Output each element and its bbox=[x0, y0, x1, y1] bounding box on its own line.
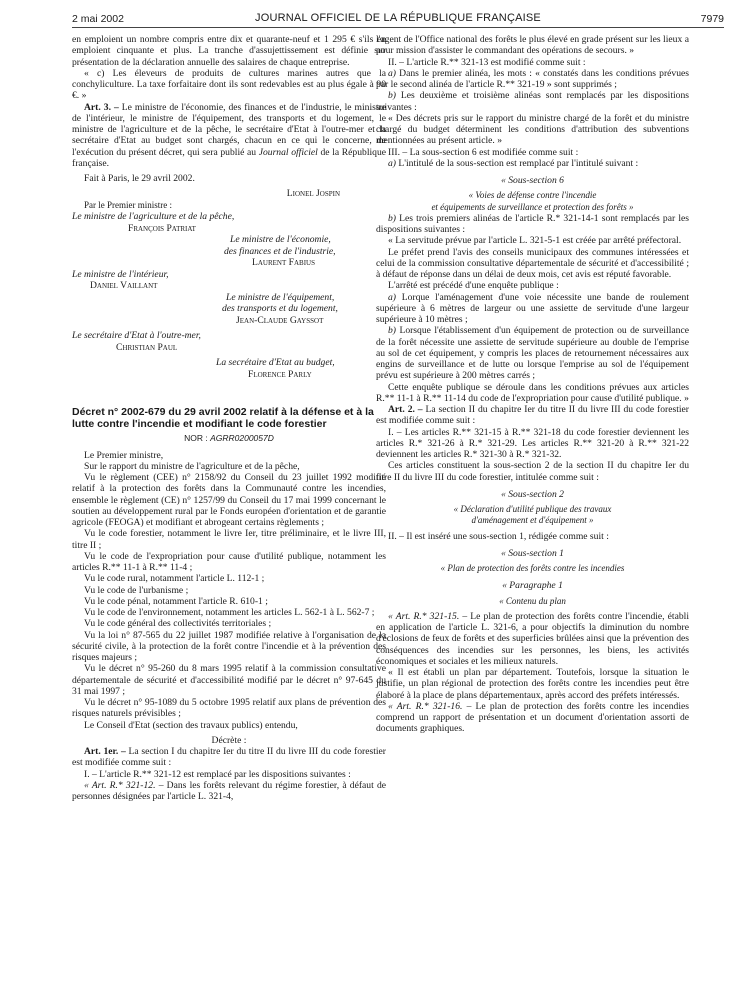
nor-reference: NOR : AGRR0200057D bbox=[184, 433, 274, 444]
minister-title: des transports et du logement, bbox=[222, 303, 338, 315]
minister-title: Le ministre de l'équipement, bbox=[226, 291, 335, 303]
visa: Vu le décret n° 95-1089 du 5 octobre 1995 relatif aux plans de prévention des risques naturels prévisibles ; bbox=[72, 697, 386, 720]
visa: Vu le code général des collectivités territoriales ; bbox=[84, 618, 272, 630]
article-r-321-15: « Art. R.* 321-15. – Le plan de protection des forêts contre l'incendie, établi en application de l'article L. 321-6, a pour objectifs la diminution du nombre d'éclosions de feux de forêts et des superficies brûlées ainsi que la prévention des conséquences des incendies sur les personnes, les biens, les activités économiques et sociales et les milieux naturels. bbox=[376, 610, 689, 667]
paragraph-heading: « Paragraphe 1 bbox=[502, 580, 563, 592]
paragraph: l'agent de l'Office national des forêts le plus élevé en grade présent sur les lieux a pour mission d'assister le commandant des opérations de secours. » bbox=[376, 34, 689, 57]
fait-a-paris: Fait à Paris, le 29 avril 2002. bbox=[84, 173, 195, 184]
visa: Vu la loi n° 87-565 du 22 juillet 1987 modifiée relative à l'organisation de la sécurité civile, à la protection de la forêt contre l'incendie et à la prévention des risques majeurs ; bbox=[72, 629, 386, 663]
subsection-title: « Voies de défense contre l'incendie bbox=[468, 190, 597, 201]
visa: Vu le code de l'environnement, notamment les articles L. 562-1 à L. 562-7 ; bbox=[84, 607, 375, 618]
signature-name: Jean-Claude Gayssot bbox=[236, 314, 324, 326]
subsection-title: et équipements de surveillance et protection des forêts » bbox=[431, 201, 634, 212]
visa: Vu le code rural, notamment l'article L. 112-1 ; bbox=[84, 573, 265, 585]
article-label: Art. 3. – bbox=[84, 101, 119, 113]
signature-name: François Patriat bbox=[128, 222, 196, 234]
signatures bbox=[72, 188, 386, 380]
article-1: Art. 1er. – La section I du chapitre Ier du titre II du livre III du code forestier est modifiée comme suit : bbox=[72, 746, 386, 769]
article-label: Art. 1er. – bbox=[84, 746, 126, 757]
paragraph: Ces articles constituent la sous-section 2 de la section II du chapitre Ier du titre II du livre III du code forestier, intitulée comme suit : bbox=[376, 460, 689, 483]
paragraph: « La servitude prévue par l'article L. 321-5-1 est créée par arrêté préfectoral. bbox=[388, 235, 682, 247]
paragraph: Le préfet prend l'avis des conseils municipaux des communes intéressées et celui de la commission consultative départementale de sécurité et d'accessibilité ; à défaut de réponse dans un délai de deux mois, cet avis est réputé favorable. bbox=[376, 246, 689, 280]
decrete: Décrète : bbox=[211, 734, 247, 746]
minister-title: Le ministre de l'économie, bbox=[230, 234, 331, 246]
signature-name: Lionel Jospin bbox=[286, 188, 340, 200]
paragraph: II. – L'article R.** 321-13 est modifié comme suit : bbox=[388, 56, 586, 68]
decree-title: Décret n° 2002-679 du 29 avril 2002 relatif à la défense et à la lutte contre l'incendie et modifiant le code forestier bbox=[72, 406, 374, 431]
paragraph: b) Lorsque l'établissement d'un équipement de protection ou de surveillance de la forêt nécessite une assiette de servitude supérieure au double de l'emprise au sol de cet équipement, y compris les places de retournement nécessaires aux engins de surveillance et de lutte ou lorsque l'emprise au sol de l'équipement prévu est supérieure à 200 mètres carrés ; bbox=[376, 325, 689, 382]
article-3: Art. 3. – Le ministre de l'économie, des finances et de l'industrie, le ministre de l'intérieur, le ministre de l'équipement, des transports et du logement, le ministre de l'agriculture et de la pêche, le secrétaire d'Etat à l'outre-mer et la secrétaire d'Etat au budget sont chargés, chacun en ce qui le concerne, de l'exécution du présent décret, qui sera publié au Journal officiel de la République française. bbox=[72, 101, 387, 169]
header-rule bbox=[72, 27, 724, 28]
subsection-heading: « Sous-section 1 bbox=[501, 547, 564, 559]
paragraph: a) Lorque l'aménagement d'une voie nécessite une bande de roulement supérieure à 6 mètres de largeur ou une assiette de servitude d'une largeur supérieure à 10 mètres ; bbox=[376, 291, 689, 325]
minister-title: Le ministre de l'intérieur, bbox=[72, 268, 169, 280]
visa: Sur le rapport du ministre de l'agriculture et de la pêche, bbox=[84, 460, 300, 472]
paragraph: Cette enquête publique se déroule dans les conditions prévues aux articles R.** 11-1 à R.** 11-14 du code de l'expropriation pour cause d'utilité publique. » bbox=[376, 381, 689, 404]
paragraph: III. – La sous-section 6 est modifiée comme suit : bbox=[388, 146, 579, 158]
minister-title: des finances et de l'industrie, bbox=[224, 245, 336, 257]
subsection-title: d'aménagement et d'équipement » bbox=[471, 515, 594, 526]
subsection-heading: « Sous-section 6 bbox=[501, 175, 564, 186]
paragraph: « Des décrets pris sur le rapport du ministre chargé de la forêt et du ministre chargé du budget déterminent les conditions d'attribution des subventions mentionnées au présent article. » bbox=[376, 112, 689, 147]
visa: Vu le code de l'expropriation pour cause d'utilité publique, notamment les articles R.** 11-1 à R.** 11-4 ; bbox=[72, 550, 386, 573]
article-r-321-12: « Art. R.* 321-12. – Dans les forêts relevant du régime forestier, à défaut de personnes désignées par l'article L. 321-4, bbox=[72, 779, 386, 802]
paragraph: I. – L'article R.** 321-12 est remplacé par les dispositions suivantes : bbox=[84, 768, 351, 780]
subsection-heading: « Sous-section 2 bbox=[501, 488, 564, 500]
paragraph: I. – Les articles R.** 321-15 à R.** 321-18 du code forestier deviennent les articles R.* 321-26 à R.* 321-29. Les articles R.** 321-20 à R.** 321-22 deviennent les articles R.* 321-30 à R.* 321-32. bbox=[376, 426, 689, 460]
header-date: 2 mai 2002 bbox=[72, 13, 124, 25]
article-2: Art. 2. – La section II du chapitre Ier du titre II du livre III du code forestier est modifiée comme suit : bbox=[376, 404, 689, 427]
premier-ministre: Le Premier ministre, bbox=[84, 449, 164, 461]
minister-title: La secrétaire d'Etat au budget, bbox=[216, 357, 335, 369]
paragraph: a) Dans le premier alinéa, les mots : « constatés dans les conditions prévues par le second alinéa de l'article R.** 321-19 » sont supprimés ; bbox=[376, 67, 689, 90]
paragraph-title: « Contenu du plan bbox=[499, 595, 566, 606]
paragraph: b) Les trois premiers alinéas de l'article R.* 321-14-1 sont remplacés par les dispositions suivantes : bbox=[376, 212, 689, 235]
paragraph: b) Les deuxième et troisième alinéas sont remplacés par les dispositions suivantes : bbox=[376, 90, 689, 113]
signature-name: Daniel Vaillant bbox=[90, 280, 158, 292]
visa: Vu le règlement (CEE) n° 2158/92 du Conseil du 23 juillet 1992 modifié relatif à la protection des forêts dans la Communauté contre les incendies, ensemble le règlement (CE) n° 1257/99 du Conseil du 17 mai 1999 concernant le soutien au développement rural par le Fonds européen d'orientation et de garantie agricole (FEOGA) et modifiant et abrogeant certains règlements ; bbox=[72, 472, 386, 528]
visa: Vu le code forestier, notamment le livre Ier, titre préliminaire, et le livre III, titre II ; bbox=[72, 528, 386, 551]
left-column bbox=[72, 34, 386, 802]
subsection-title: « Plan de protection des forêts contre les incendies bbox=[440, 563, 625, 573]
article-r-321-16: « Art. R.* 321-16. – Le plan de protection des forêts contre les incendies comprend un rapport de présentation et un document d'orientation assorti de documents graphiques. bbox=[376, 700, 689, 735]
header-page-number: 7979 bbox=[700, 13, 724, 25]
visa: Vu le code de l'urbanisme ; bbox=[84, 584, 189, 596]
right-column bbox=[376, 34, 689, 735]
paragraph: « c) Les éleveurs de produits de cultures marines autres que la conchyliculture. La taxe forfaitaire dont ils sont redevables est au plus égale à 90 €. » bbox=[72, 67, 386, 102]
visa: Vu le code pénal, notamment l'article R. 610-1 ; bbox=[84, 595, 268, 607]
signature-name: Florence Parly bbox=[248, 368, 312, 380]
signature-intro: Par le Premier ministre : bbox=[84, 199, 172, 210]
paragraph: en emploient un nombre compris entre dix et quarante-neuf et 1 295 € s'ils en emploient cinquante et plus. La tranche d'assujettissement est définie sur présentation de la déclaration annuelle des salaires de chaque entreprise. bbox=[72, 34, 386, 68]
article-label: Art. 2. – bbox=[388, 404, 423, 415]
minister-title: Le secrétaire d'Etat à l'outre-mer, bbox=[72, 330, 201, 342]
paragraph: II. – Il est inséré une sous-section 1, rédigée comme suit : bbox=[388, 530, 609, 542]
header-journal-title: JOURNAL OFFICIEL DE LA RÉPUBLIQUE FRANÇAISE bbox=[255, 12, 541, 24]
minister-title: Le ministre de l'agriculture et de la pêche, bbox=[72, 211, 235, 223]
paragraph: « Il est établi un plan par département. Toutefois, lorsque la situation le justifie, un plan régional de protection des forêts contre les incendies peut être élaboré à la place de plans départementaux, après accord des préfets intéressés. bbox=[376, 667, 689, 701]
signature-name: Laurent Fabius bbox=[252, 257, 315, 269]
paragraph: L'arrêté est précédé d'une enquête publique : bbox=[388, 280, 559, 292]
paragraph: a) L'intitulé de la sous-section est remplacé par l'intitulé suivant : bbox=[388, 157, 639, 169]
subsection-title: « Déclaration d'utilité publique des travaux bbox=[453, 504, 612, 514]
signature-name: Christian Paul bbox=[116, 341, 178, 353]
visa: Le Conseil d'Etat (section des travaux publics) entendu, bbox=[84, 719, 298, 731]
visa: Vu le décret n° 95-260 du 8 mars 1995 relatif à la commission consultative départementale de sécurité et d'accessibilité modifié par le décret n° 97-645 du 31 mai 1997 ; bbox=[72, 663, 386, 697]
